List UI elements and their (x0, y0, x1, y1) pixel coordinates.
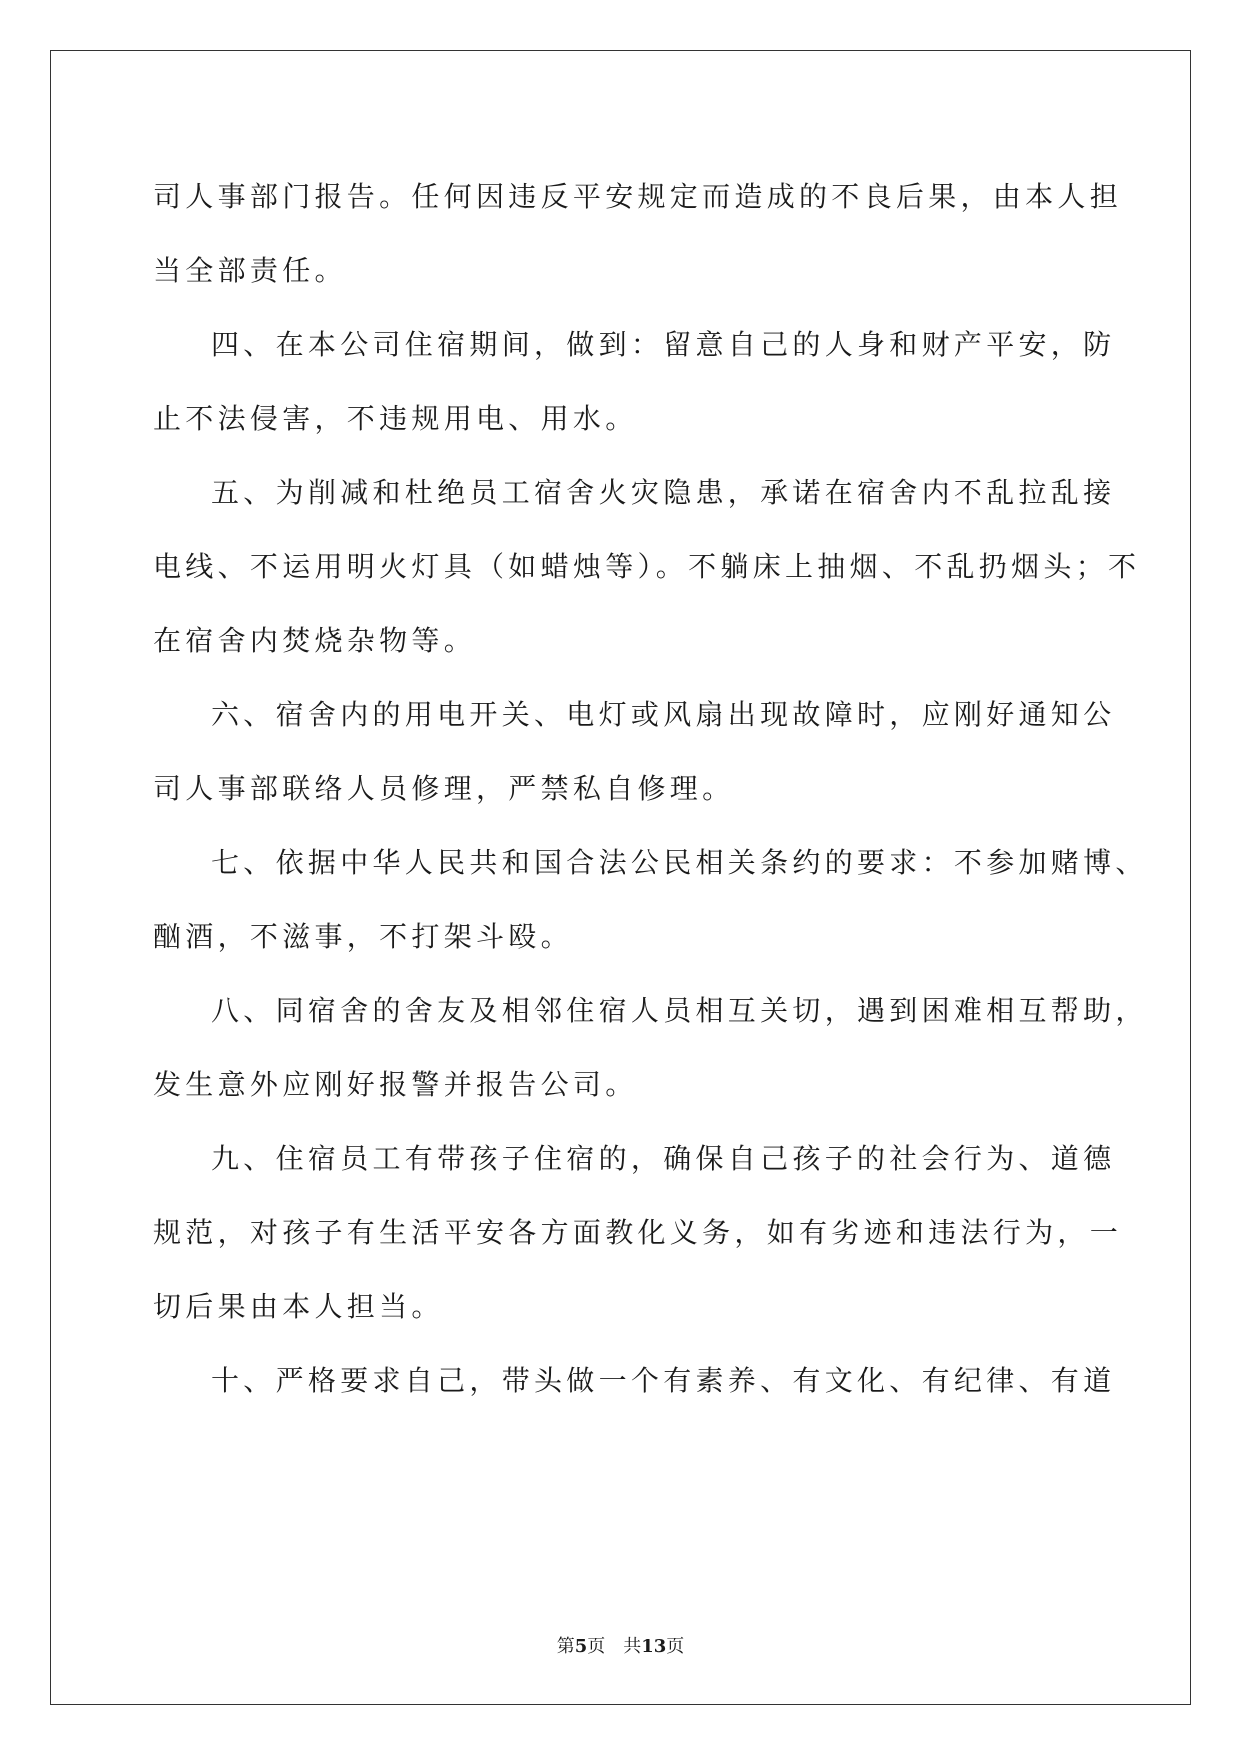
text-line: 电线、不运用明火灯具（如蜡烛等）。不躺床上抽烟、不乱扔烟头；不 (153, 550, 1141, 583)
text-line: 在宿舍内焚烧杂物等。 (153, 624, 477, 657)
text-line: 司人事部联络人员修理，严禁私自修理。 (153, 772, 735, 805)
text-line: 十、严格要求自己，带头做一个有素养、有文化、有纪律、有道 (211, 1364, 1116, 1397)
page-footer (0, 1632, 1241, 1658)
text-line: 当全部责任。 (153, 254, 347, 287)
text-line: 五、为削减和杜绝员工宿舍火灾隐患，承诺在宿舍内不乱拉乱接 (211, 476, 1116, 509)
text-line: 四、在本公司住宿期间，做到：留意自己的人身和财产平安，防 (211, 328, 1116, 361)
text-line: 八、同宿舍的舍友及相邻住宿人员相互关切，遇到困难相互帮助， (211, 994, 1148, 1027)
total-pages-number: 13 (641, 1636, 667, 1657)
text-line: 酗酒，不滋事，不打架斗殴。 (153, 920, 573, 953)
footer-prefix: 第 (556, 1636, 575, 1657)
footer-total-unit: 页 (666, 1636, 685, 1657)
text-line: 止不法侵害，不违规用电、用水。 (153, 402, 638, 435)
text-line: 九、住宿员工有带孩子住宿的，确保自己孩子的社会行为、道德 (211, 1142, 1116, 1175)
document-body (153, 160, 1148, 1418)
text-line: 发生意外应刚好报警并报告公司。 (153, 1068, 638, 1101)
text-line: 切后果由本人担当。 (153, 1290, 444, 1323)
footer-total-prefix: 共 (623, 1636, 642, 1657)
text-line: 六、宿舍内的用电开关、电灯或风扇出现故障时，应刚好通知公 (211, 698, 1116, 731)
current-page-number: 5 (574, 1636, 588, 1657)
text-line: 规范，对孩子有生活平安各方面教化义务，如有劣迹和违法行为，一 (153, 1216, 1123, 1249)
text-line: 司人事部门报告。任何因违反平安规定而造成的不良后果，由本人担 (153, 180, 1123, 213)
footer-page-unit: 页 (587, 1636, 606, 1657)
text-line: 七、依据中华人民共和国合法公民相关条约的要求：不参加赌博、 (211, 846, 1148, 879)
